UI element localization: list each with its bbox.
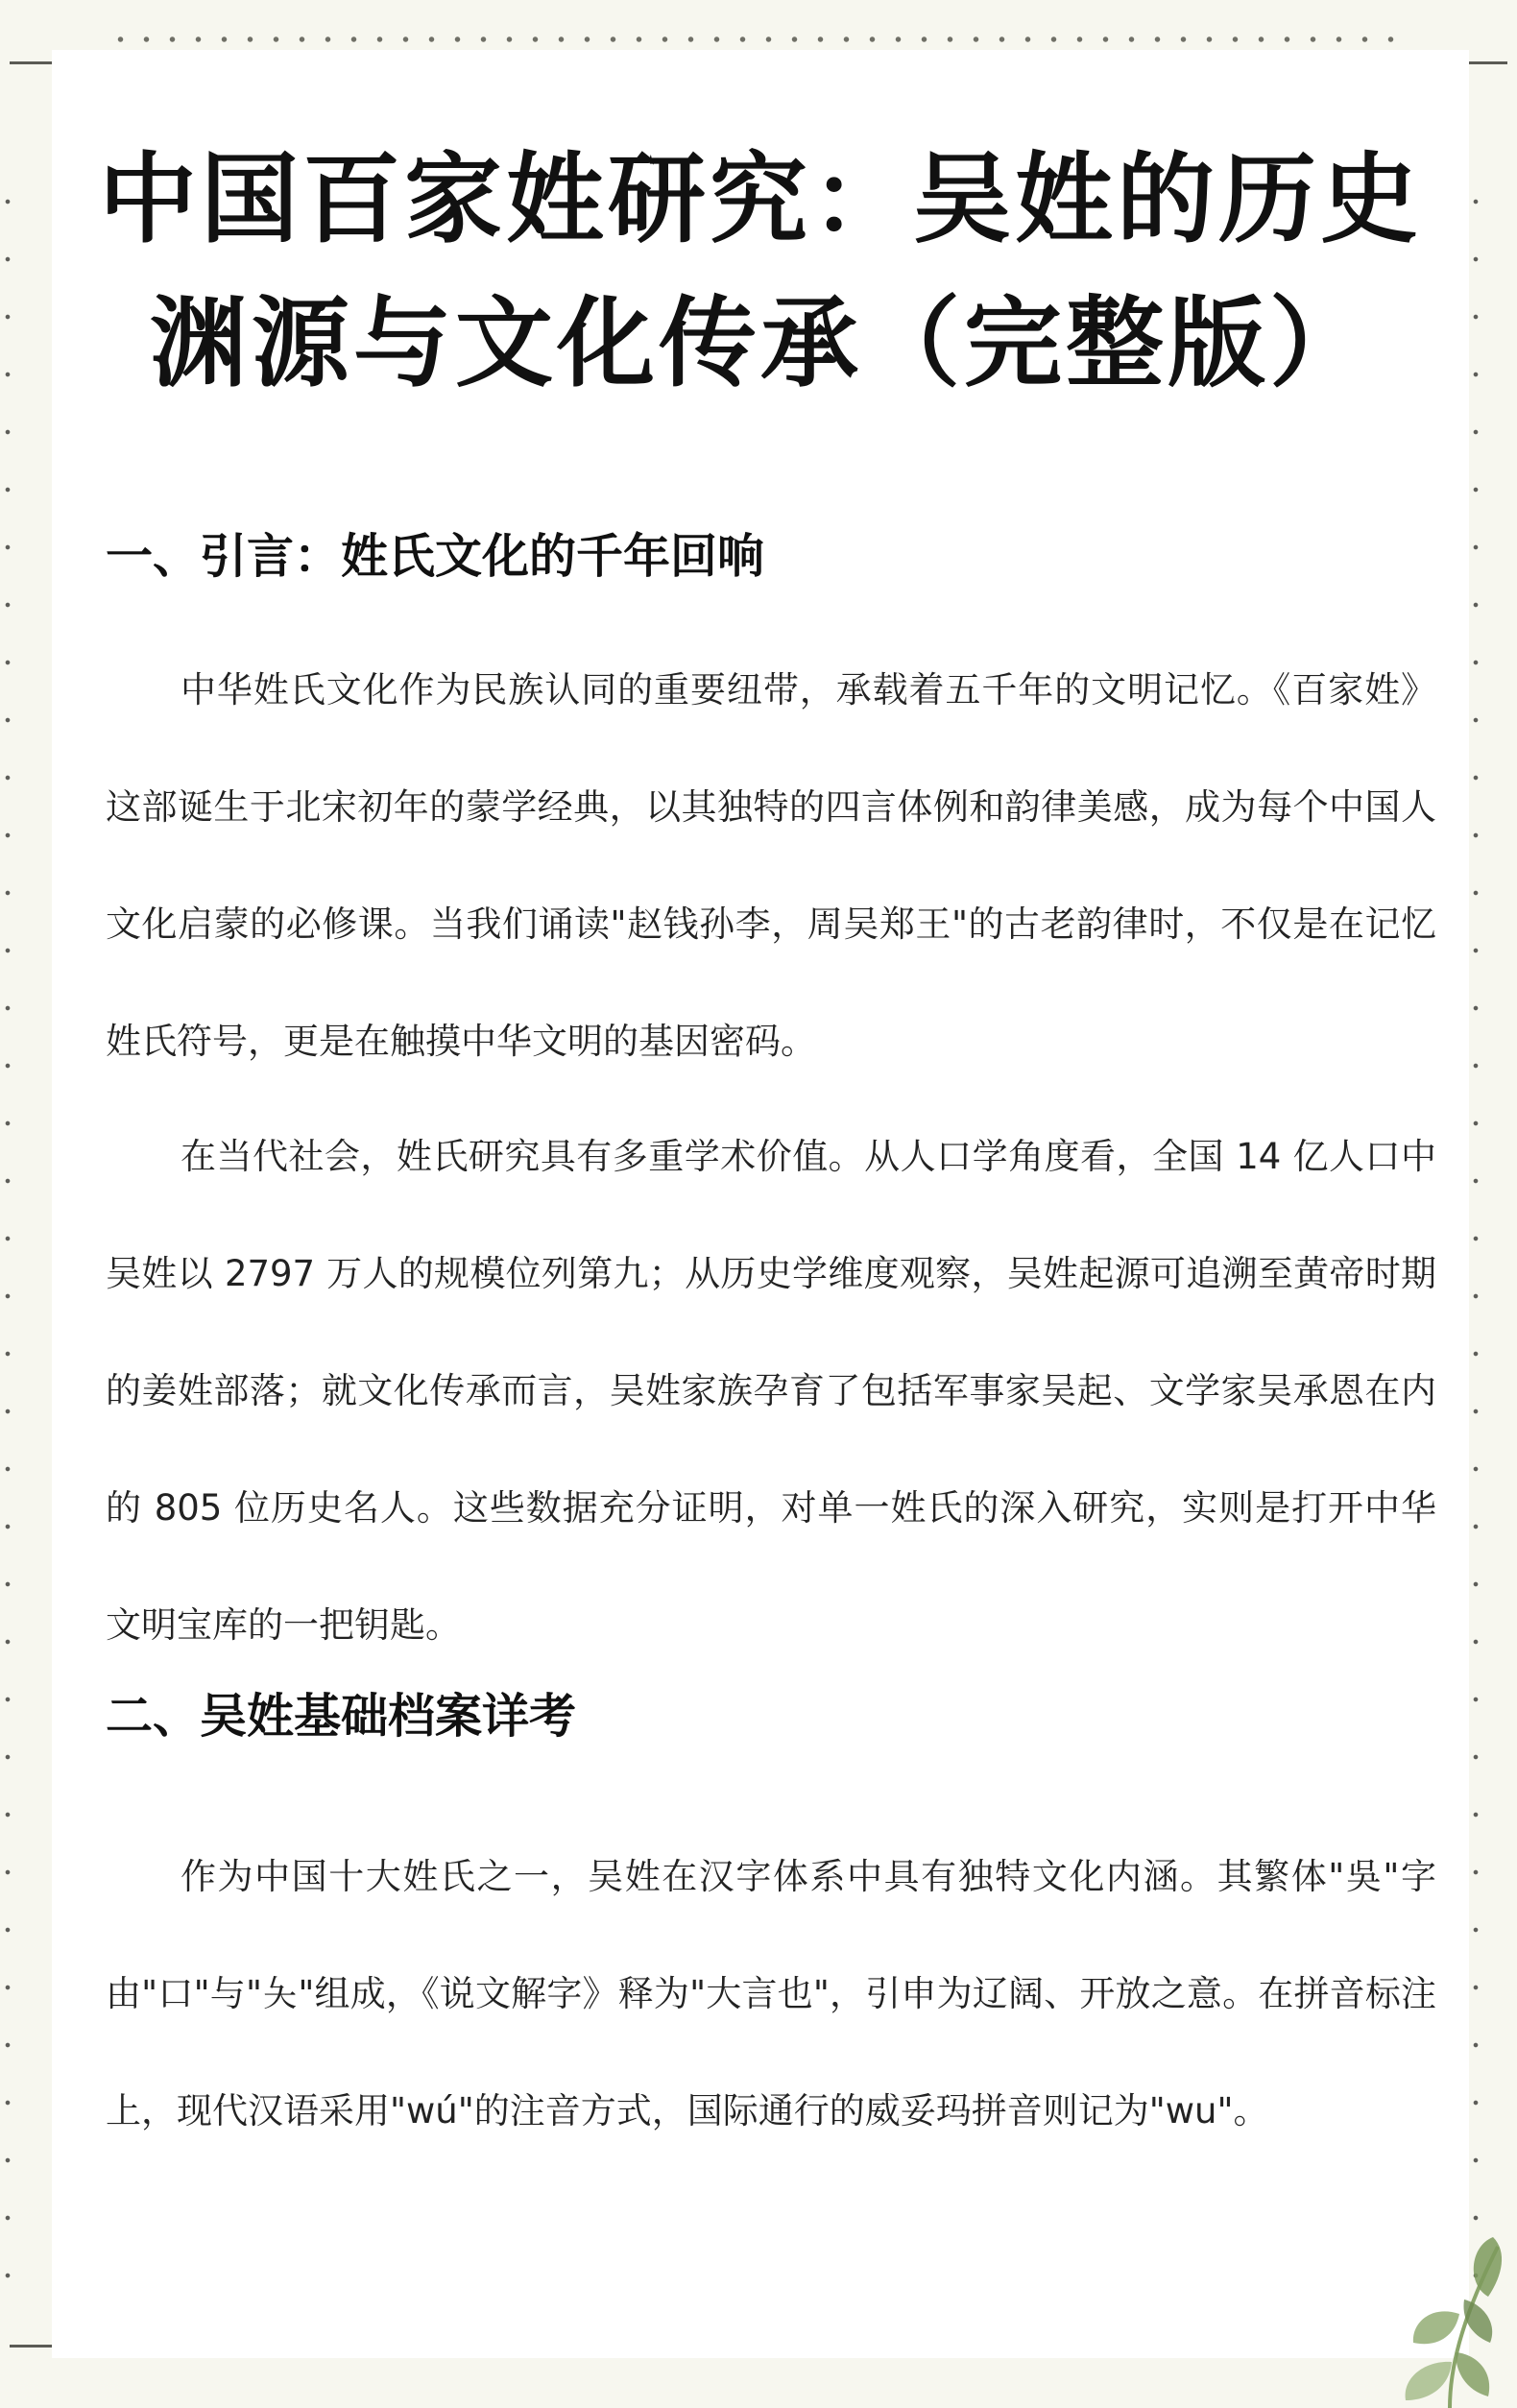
left-side-ticks xyxy=(4,173,12,2293)
leaf-sprig-icon xyxy=(1306,2208,1517,2408)
document-title-line-1: 中国百家姓研究：吴姓的历史 xyxy=(99,143,1422,257)
intro-paragraph-1: 中华姓氏文化作为民族认同的重要纽带，承载着五千年的文明记忆。《百家姓》这部诞生于北宋初年的蒙学经典，以其独特的四言体例和韵律美感，成为每个中国人文化启蒙的必修课。当我们诵读"赵钱孙李，周吴郑王"的古老韵律时，不仅是在记忆姓氏符号，更是在触摸中华文明的基因密码。 xyxy=(106,669,1436,1062)
section-heading-introduction: 一、引言：姓氏文化的千年回响 xyxy=(106,529,765,584)
document-page xyxy=(52,50,1469,2358)
wu-profile-paragraph-1: 作为中国十大姓氏之一，吴姓在汉字体系中具有独特文化内涵。其繁体"吳"字由"口"与"夨"组成，《说文解字》释为"大言也"，引申为辽阔、开放之意。在拼音标注上，现代汉语采用"wú"的注音方式，国际通行的威妥玛拼音则记为"wu"。 xyxy=(106,1856,1436,2131)
document-title-line-2: 渊源与文化传承（完整版） xyxy=(150,287,1371,401)
intro-paragraph-2: 在当代社会，姓氏研究具有多重学术价值。从人口学角度看，全国 14 亿人口中吴姓以 2797 万人的规模位列第九；从历史学维度观察，吴姓起源可追溯至黄帝时期的姜姓部落；就文化传承而言，吴姓家族孕育了包括军事家吴起、文学家吴承恩在内的 805 位历史名人。这些数据充分证明，对单一姓氏的深入研究，实则是打开中华文明宝库的一把钥匙。 xyxy=(106,1136,1436,1646)
section-heading-wu-profile: 二、吴姓基础档案详考 xyxy=(106,1689,577,1744)
right-side-ticks xyxy=(1472,173,1480,2293)
top-dotted-border xyxy=(108,35,1409,44)
